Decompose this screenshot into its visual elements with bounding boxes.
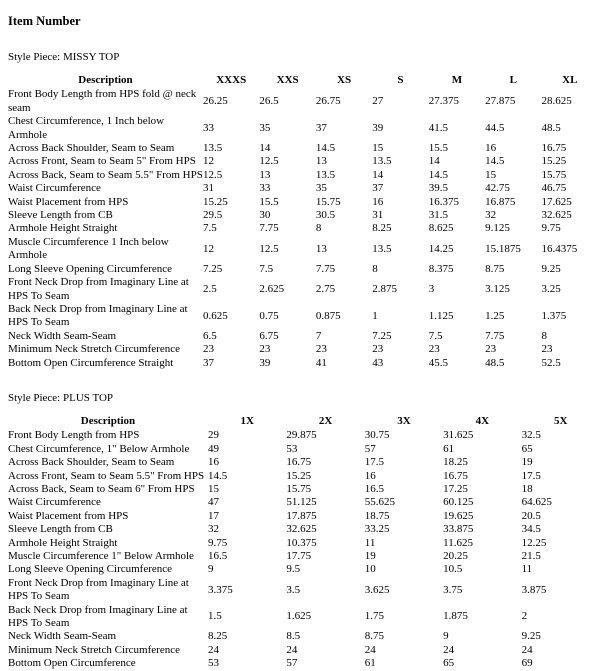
measurement-value: 12.5	[259, 155, 279, 168]
measurement-value: 7.75	[485, 329, 505, 342]
row-description: Waist Circumference	[8, 182, 101, 195]
row-description: Across Back, Seam to Seam 6" From HPS	[8, 482, 195, 495]
spec-row	[8, 550, 600, 563]
measurement-value: 27.875	[485, 95, 516, 108]
measurement-value: 9.5	[286, 563, 301, 576]
size-column-header: M	[451, 74, 463, 86]
row-description: Long Sleeve Opening Circumference	[8, 262, 173, 275]
measurement-value: 3	[428, 282, 435, 295]
measurement-value: 7.25	[372, 329, 392, 342]
measurement-value: 15.25	[286, 469, 312, 482]
row-description: Long Sleeve Opening Circumference	[8, 563, 173, 576]
spec-row	[8, 657, 600, 670]
row-description: Muscle Circumference 1" Below Armhole	[8, 550, 194, 562]
measurement-value: 45.5	[428, 356, 448, 369]
row-description: Neck Width Seam-Seam	[8, 630, 117, 643]
measurement-value: 15.75	[315, 195, 341, 208]
measurement-value: 8.75	[364, 630, 385, 643]
measurement-value: 13	[259, 168, 271, 181]
measurement-value: 20.5	[521, 509, 541, 522]
measurement-value: 24	[286, 643, 298, 656]
measurement-value: 24	[443, 643, 455, 656]
size-column-header: 2X	[318, 414, 333, 427]
measurement-value: 15	[372, 142, 384, 155]
measurement-value: 13.5	[203, 142, 223, 155]
measurement-value: 2.5	[203, 282, 217, 295]
spec-row	[8, 209, 598, 222]
measurement-value: 6.75	[259, 329, 279, 342]
spec-row	[8, 196, 598, 209]
measurement-value: 15.5	[259, 195, 279, 208]
measurement-value: 14.5	[315, 142, 336, 155]
measurement-value: 11	[364, 536, 376, 549]
measurement-value: 42.75	[485, 182, 510, 195]
size-column-header: XL	[562, 74, 578, 86]
measurement-value: 33.875	[443, 523, 474, 536]
measurement-value: 31.625	[443, 429, 474, 442]
row-description: Waist Placement from HPS	[8, 509, 129, 522]
measurement-value: 1.375	[541, 309, 567, 322]
measurement-value: 10.375	[286, 536, 317, 549]
size-column-header: S	[397, 74, 404, 86]
measurement-value: 26.75	[315, 95, 341, 108]
measurement-value: 61	[364, 657, 376, 670]
measurement-value: 1	[372, 309, 378, 322]
measurement-value: 7.5	[259, 262, 274, 275]
size-column-header: XXXS	[216, 74, 247, 86]
missy-top-spec-table	[8, 74, 598, 370]
spec-row	[8, 115, 598, 142]
spec-row	[8, 604, 600, 631]
spec-row	[8, 644, 600, 657]
measurement-value: 12.5	[203, 168, 223, 181]
measurement-value: 7.75	[259, 222, 279, 235]
measurement-value: 7.25	[203, 262, 223, 275]
row-description: Chest Circumference, 1 Inch below Armhole	[8, 115, 165, 141]
measurement-value: 13.5	[315, 168, 336, 181]
row-description: Back Neck Drop from Imaginary Line at HPS To Seam	[8, 603, 188, 630]
measurement-value: 13.5	[372, 242, 392, 255]
measurement-value: 14.5	[485, 155, 505, 168]
size-column-header: 1X	[240, 414, 254, 427]
row-description: Across Back Shoulder, Seam to Seam	[8, 142, 175, 155]
measurement-value: 44.5	[485, 121, 505, 134]
measurement-value: 3.25	[541, 282, 561, 295]
measurement-value: 26.5	[259, 95, 279, 108]
measurement-value: 1.625	[286, 610, 312, 623]
measurement-value: 14.25	[428, 242, 454, 255]
measurement-value: 3.625	[364, 583, 390, 596]
row-description: Across Back, Seam to Seam 5.5" From HPS	[8, 168, 203, 181]
measurement-value: 48.5	[485, 356, 505, 369]
row-description: Across Front, Seam to Seam 5.5" From HPS	[8, 469, 205, 482]
measurement-value: 24	[208, 643, 219, 656]
measurement-value: 18.75	[364, 509, 390, 522]
measurement-value: 9.25	[521, 630, 541, 643]
measurement-value: 41.5	[428, 121, 448, 134]
row-description: Front Body Length from HPS fold @ neck seam	[8, 88, 197, 114]
measurement-value: 65	[443, 657, 455, 670]
spec-row	[8, 357, 598, 370]
spec-row	[8, 263, 598, 276]
row-description: Waist Circumference	[8, 496, 101, 509]
measurement-value: 64.625	[521, 496, 552, 509]
measurement-value: 37	[372, 182, 384, 195]
spec-row	[8, 443, 600, 456]
measurement-value: 2.875	[372, 282, 398, 295]
measurement-value: 23	[203, 343, 214, 356]
measurement-value: 21.5	[521, 550, 541, 562]
measurement-value: 32	[208, 523, 219, 536]
size-column-header: XXS	[276, 74, 299, 86]
measurement-value: 30	[259, 209, 271, 222]
row-description: Minimum Neck Stretch Circumference	[8, 343, 180, 356]
header-row	[8, 74, 598, 88]
measurement-value: 49	[208, 442, 219, 455]
measurement-value: 17	[208, 509, 219, 522]
measurement-value: 16	[208, 456, 219, 469]
measurement-value: 16.75	[443, 469, 468, 482]
measurement-value: 12	[203, 242, 214, 255]
measurement-value: 16.5	[208, 550, 228, 562]
row-description: Across Back Shoulder, Seam to Seam	[8, 456, 175, 469]
spec-row	[8, 563, 600, 576]
measurement-value: 9	[443, 630, 449, 643]
measurement-value: 15.25	[541, 155, 567, 168]
measurement-value: 16.4375	[541, 242, 578, 255]
measurement-value: 15.75	[286, 482, 312, 495]
row-description: Minimum Neck Stretch Circumference	[8, 643, 180, 656]
description-column-header: Description	[80, 414, 136, 427]
measurement-value: 7.5	[203, 222, 217, 235]
row-description: Sleeve Length from CB	[8, 523, 113, 536]
measurement-value: 15.25	[203, 195, 228, 208]
measurement-value: 1.875	[443, 610, 468, 623]
measurement-value: 16	[372, 195, 384, 208]
measurement-value: 60.125	[443, 496, 474, 509]
measurement-value: 53	[286, 442, 298, 455]
spec-row	[8, 496, 600, 509]
measurement-value: 6.5	[203, 329, 217, 342]
measurement-value: 1.75	[364, 610, 385, 623]
size-column-header: L	[509, 74, 517, 86]
measurement-value: 65	[521, 442, 533, 455]
measurement-value: 35	[259, 121, 271, 134]
measurement-value: 53	[208, 657, 219, 670]
spec-row	[8, 456, 600, 469]
measurement-value: 0.875	[315, 309, 341, 322]
spec-row	[8, 182, 598, 195]
measurement-value: 17.625	[541, 195, 572, 208]
spec-row	[8, 330, 598, 343]
measurement-value: 8	[372, 262, 378, 275]
measurement-value: 23	[259, 343, 271, 356]
style-piece-label-plus-top: Style Piece: PLUS TOP	[8, 391, 114, 404]
measurement-value: 57	[364, 442, 376, 455]
measurement-value: 12.5	[259, 242, 279, 255]
spec-row	[8, 577, 600, 604]
measurement-value: 31.5	[428, 209, 448, 222]
measurement-value: 43	[372, 356, 384, 369]
size-column-header: 5X	[554, 414, 568, 427]
measurement-value: 13	[315, 155, 327, 168]
measurement-value: 39.5	[428, 182, 448, 195]
measurement-value: 10.5	[443, 563, 463, 576]
measurement-value: 31	[203, 182, 214, 195]
measurement-value: 32.625	[286, 523, 317, 536]
measurement-value: 47	[208, 496, 219, 509]
measurement-value: 13	[315, 242, 327, 255]
measurement-value: 39	[372, 121, 384, 134]
measurement-value: 7.5	[428, 329, 443, 342]
measurement-value: 3.375	[208, 583, 233, 596]
measurement-value: 16	[364, 469, 376, 482]
measurement-value: 32.5	[521, 429, 541, 442]
measurement-value: 23	[485, 343, 497, 356]
measurement-value: 17.875	[286, 509, 317, 522]
measurement-value: 37	[315, 121, 327, 134]
measurement-value: 16.875	[485, 195, 516, 208]
measurement-value: 14.5	[428, 168, 448, 181]
measurement-value: 55.625	[364, 496, 396, 509]
measurement-value: 29.875	[286, 429, 317, 442]
measurement-value: 23	[372, 343, 384, 356]
measurement-value: 16.75	[541, 142, 567, 155]
measurement-value: 14	[428, 155, 440, 168]
plus-top-spec-table	[8, 415, 600, 671]
measurement-value: 19	[364, 550, 376, 562]
measurement-value: 16.75	[286, 456, 312, 469]
measurement-value: 9.125	[485, 222, 510, 235]
measurement-value: 26.25	[203, 95, 228, 108]
measurement-value: 14	[372, 168, 384, 181]
spec-row	[8, 470, 600, 483]
measurement-value: 17.5	[364, 456, 385, 469]
header-row	[8, 415, 600, 429]
measurement-value: 18.25	[443, 456, 468, 469]
measurement-value: 12	[203, 155, 214, 168]
measurement-value: 48.5	[541, 121, 561, 134]
measurement-value: 2	[521, 610, 528, 623]
measurement-value: 15.5	[428, 142, 448, 155]
measurement-value: 11	[521, 563, 533, 576]
measurement-value: 19	[521, 456, 533, 469]
measurement-value: 41	[315, 356, 327, 369]
measurement-value: 2.625	[259, 282, 285, 295]
measurement-value: 14.5	[208, 469, 228, 482]
row-description: Chest Circumference, 1" Below Armhole	[8, 442, 190, 455]
style-piece-label-missy-top: Style Piece: MISSY TOP	[8, 51, 120, 63]
measurement-value: 12.25	[521, 536, 547, 549]
size-column-header: XS	[337, 74, 352, 86]
row-description: Back Neck Drop from Imaginary Line at HPS To Seam	[8, 302, 188, 329]
measurement-value: 33.25	[364, 523, 390, 536]
spec-row	[8, 537, 600, 550]
measurement-value: 29	[208, 429, 219, 442]
measurement-value: 17.25	[443, 482, 468, 495]
measurement-value: 9	[208, 563, 214, 576]
measurement-value: 8	[315, 222, 322, 235]
measurement-value: 8.375	[428, 262, 454, 275]
measurement-value: 24	[521, 643, 533, 656]
measurement-value: 20.25	[443, 550, 468, 562]
measurement-value: 9.75	[541, 222, 561, 235]
size-column-header: 3X	[397, 414, 411, 427]
row-description: Bottom Open Circumference	[8, 657, 136, 670]
measurement-value: 0.625	[203, 309, 228, 322]
measurement-value: 23	[315, 343, 327, 356]
measurement-value: 8	[541, 329, 548, 342]
measurement-value: 31	[372, 209, 384, 222]
measurement-value: 7.75	[315, 262, 336, 275]
row-description: Neck Width Seam-Seam	[8, 329, 117, 342]
measurement-value: 14	[259, 142, 271, 155]
spec-row	[8, 303, 598, 330]
spec-row	[8, 236, 598, 263]
row-description: Front Neck Drop from Imaginary Line at HPS To Seam	[8, 576, 189, 603]
spec-row	[8, 343, 598, 356]
size-column-header: 4X	[475, 414, 490, 427]
spec-row	[8, 169, 598, 182]
spec-row	[8, 142, 598, 155]
measurement-value: 8.625	[428, 222, 454, 235]
measurement-value: 69	[521, 657, 533, 670]
row-description: Armhole Height Straight	[8, 222, 118, 235]
description-column-header: Description	[78, 74, 133, 86]
measurement-value: 1.25	[485, 309, 505, 322]
measurement-value: 46.75	[541, 182, 567, 195]
measurement-value: 13.5	[372, 155, 392, 168]
measurement-value: 3.5	[286, 583, 301, 596]
measurement-value: 37	[203, 356, 214, 369]
measurement-value: 8.25	[372, 222, 392, 235]
measurement-value: 51.125	[286, 496, 317, 509]
measurement-value: 23	[428, 343, 440, 356]
measurement-value: 17.5	[521, 469, 541, 482]
measurement-value: 57	[286, 657, 298, 670]
measurement-value: 3.75	[443, 583, 463, 596]
measurement-value: 27	[372, 95, 384, 108]
measurement-value: 9.25	[541, 262, 561, 275]
spec-row	[8, 222, 598, 235]
measurement-value: 33	[203, 121, 214, 134]
row-description: Waist Placement from HPS	[8, 195, 129, 208]
measurement-value: 28.625	[541, 95, 572, 108]
measurement-value: 1.5	[208, 610, 222, 623]
measurement-value: 1.125	[428, 309, 454, 322]
spec-row	[8, 483, 600, 496]
measurement-value: 15.1875	[485, 242, 521, 255]
measurement-value: 8.5	[286, 630, 301, 643]
row-description: Bottom Open Circumference Straight	[8, 356, 174, 369]
row-description: Front Body Length from HPS	[8, 429, 140, 442]
measurement-value: 29.5	[203, 209, 223, 222]
measurement-value: 34.5	[521, 523, 541, 536]
measurement-value: 39	[259, 356, 271, 369]
measurement-value: 16.5	[364, 482, 385, 495]
spec-row	[8, 630, 600, 643]
spec-row	[8, 510, 600, 523]
measurement-value: 8.75	[485, 262, 505, 275]
measurement-value: 61	[443, 442, 455, 455]
measurement-value: 32	[485, 209, 497, 222]
measurement-value: 19.625	[443, 509, 474, 522]
measurement-value: 16	[485, 142, 497, 155]
measurement-value: 30.75	[364, 429, 390, 442]
measurement-value: 18	[521, 482, 533, 495]
measurement-value: 15	[485, 168, 497, 181]
row-description: Across Front, Seam to Seam 5" From HPS	[8, 155, 196, 168]
measurement-value: 27.375	[428, 95, 459, 108]
measurement-value: 11.625	[443, 536, 474, 549]
measurement-value: 52.5	[541, 356, 561, 369]
spec-row	[8, 155, 598, 168]
spec-row	[8, 523, 600, 536]
page-title: Item Number	[8, 14, 81, 28]
measurement-value: 3.875	[521, 583, 547, 596]
measurement-value: 17.75	[286, 550, 312, 562]
row-description: Sleeve Length from CB	[8, 209, 113, 222]
measurement-value: 3.125	[485, 282, 510, 295]
measurement-value: 24	[364, 643, 376, 656]
spec-row	[8, 88, 598, 115]
row-description: Armhole Height Straight	[8, 536, 118, 549]
row-description: Front Neck Drop from Imaginary Line at HPS To Seam	[8, 276, 189, 302]
measurement-value: 2.75	[315, 282, 336, 295]
measurement-value: 33	[259, 182, 271, 195]
measurement-value: 30.5	[315, 209, 336, 222]
measurement-value: 35	[315, 182, 327, 195]
measurement-value: 15	[208, 482, 219, 495]
measurement-value: 23	[541, 343, 553, 356]
measurement-value: 15.75	[541, 168, 567, 181]
row-description: Muscle Circumference 1 Inch below Armhole	[8, 235, 169, 262]
spec-row	[8, 276, 598, 303]
measurement-value: 32.625	[541, 209, 572, 222]
measurement-value: 9.75	[208, 536, 228, 549]
measurement-value: 16.375	[428, 195, 459, 208]
measurement-value: 0.75	[259, 309, 279, 322]
spec-row	[8, 429, 600, 442]
measurement-value: 7	[315, 329, 322, 342]
measurement-value: 8.25	[208, 630, 228, 643]
measurement-value: 10	[364, 563, 376, 576]
